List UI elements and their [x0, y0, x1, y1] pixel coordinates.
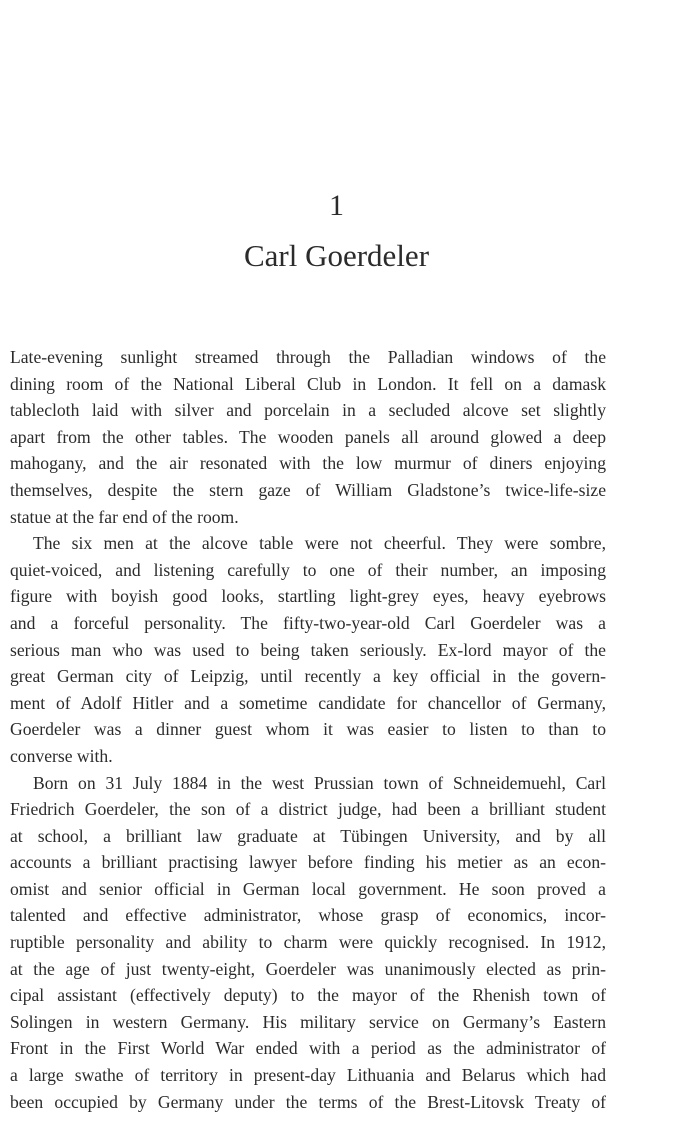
text-line: statue at the far end of the room. [10, 506, 239, 527]
text-line: themselves, despite the stern gaze of William Gladstone’s twice-life-size [10, 479, 606, 500]
text-line: and a forceful personality. The fifty-two-year-old Carl Goerdeler was a [10, 612, 606, 633]
text-line: The six men at the alcove table were not cheerful. They were sombre, [33, 533, 606, 554]
text-line: Front in the First World War ended with a period as the administrator of [10, 1038, 606, 1059]
text-line: great German city of Leipzig, until recently a key official in the govern- [10, 666, 606, 687]
chapter-number: 1 [329, 189, 344, 222]
body-text [10, 344, 606, 1115]
text-line: Goerdeler was a dinner guest whom it was easier to listen to than to [10, 719, 606, 740]
text-line: quiet-voiced, and listening carefully to one of their number, an imposing [10, 559, 606, 580]
text-line: accounts a brilliant practising lawyer before finding his metier as an econ- [10, 852, 606, 873]
text-line: at the age of just twenty-eight, Goerdeler was unanimously elected as prin- [10, 958, 606, 979]
text-line: mahogany, and the air resonated with the low murmur of diners enjoying [10, 453, 606, 474]
text-line: Solingen in western Germany. His military service on Germany’s Eastern [10, 1011, 606, 1032]
text-line: Late-evening sunlight streamed through the Palladian windows of the [10, 347, 606, 367]
text-line: cipal assistant (effectively deputy) to the mayor of the Rhenish town of [10, 985, 606, 1006]
text-line: at school, a brilliant law graduate at Tübingen University, and by all [10, 825, 606, 846]
text-line: omist and senior official in German local government. He soon proved a [10, 878, 606, 899]
text-line: ruptible personality and ability to charm were quickly recognised. In 1912, [10, 932, 606, 953]
text-line: converse with. [10, 745, 113, 766]
text-line: apart from the other tables. The wooden panels all around glowed a deep [10, 426, 606, 447]
text-line: Born on 31 July 1884 in the west Prussian town of Schneidemuehl, Carl [33, 772, 606, 793]
text-line: figure with boyish good looks, startling light-grey eyes, heavy eyebrows [10, 586, 606, 607]
text-line: talented and effective administrator, whose grasp of economics, incor- [10, 905, 606, 926]
text-line: Friedrich Goerdeler, the son of a district judge, had been a brilliant student [10, 799, 606, 820]
text-line: been occupied by Germany under the terms of the Brest-Litovsk Treaty of [10, 1091, 606, 1112]
chapter-title: Carl Goerdeler [243, 238, 430, 273]
text-line: ment of Adolf Hitler and a sometime candidate for chancellor of Germany, [10, 692, 606, 713]
text-line: a large swathe of territory in present-day Lithuania and Belarus which had [10, 1065, 606, 1086]
text-line: serious man who was used to being taken seriously. Ex-lord mayor of the [10, 639, 606, 660]
text-line: dining room of the National Liberal Club in London. It fell on a damask [10, 373, 606, 394]
text-line: tablecloth laid with silver and porcelain in a secluded alcove set slightly [10, 400, 606, 421]
